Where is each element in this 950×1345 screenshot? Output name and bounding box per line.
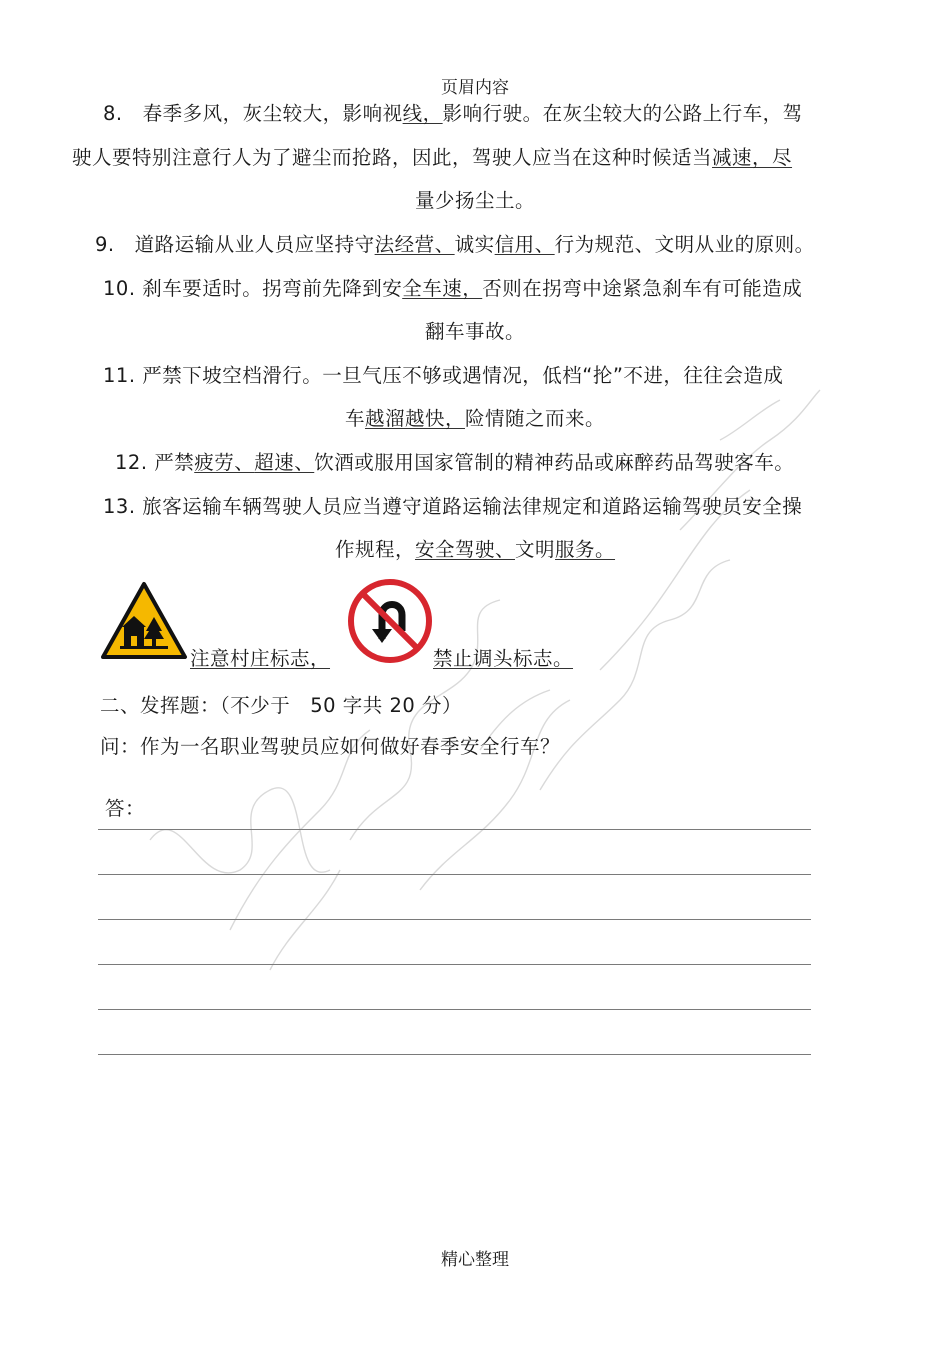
- no-u-turn-sign-icon: [348, 579, 432, 663]
- item-9-answer-1: 法经营、: [374, 233, 455, 256]
- page-header: 页眉内容: [441, 78, 509, 98]
- section-2-question: 问：作为一名职业驾驶员应如何做好春季安全行车？: [100, 735, 561, 758]
- item-9-text-c: 行为规范、文明从业的原则。: [554, 233, 815, 256]
- item-13-line-2: [0, 534, 950, 562]
- item-12-answer-1: 疲劳、: [194, 451, 255, 474]
- item-13-answer-1: 安全驾驶、: [414, 538, 515, 561]
- item-8-text-c: 驶人要特别注意行人为了避尘而抢路，因此，驾驶人应当在这种时候适当: [72, 146, 713, 169]
- village-sign-label: 注意村庄标志，: [190, 647, 331, 670]
- item-8-answer-2: 减速，尽: [712, 146, 793, 169]
- item-12-text-a: 12. 严禁: [115, 451, 195, 474]
- item-8-text-b: 影响行驶。在灰尘较大的公路上行车，驾: [442, 102, 803, 125]
- item-10-text-b: 否则在拐弯中途紧急刹车有可能造成: [482, 277, 803, 300]
- item-9-answer-2: 信用、: [494, 233, 555, 256]
- answer-label: 答：: [105, 797, 146, 820]
- answer-line: [98, 964, 811, 965]
- item-11-line-1: 11. 严禁下坡空档滑行。一旦气压不够或遇情况，低档“抡”不进，往往会造成: [103, 364, 784, 387]
- item-10-line-1: [103, 273, 802, 301]
- item-10-line-2: 翻车事故。: [424, 320, 525, 343]
- answer-line: [98, 919, 811, 920]
- item-11-line-2: [0, 403, 950, 431]
- page-footer: 精心整理: [441, 1250, 509, 1270]
- item-10-answer: 全车速，: [402, 277, 483, 300]
- item-11-text-a: 车: [344, 407, 365, 430]
- item-8-line-2: [72, 142, 792, 170]
- item-11-text-b: 险情随之而来。: [465, 407, 606, 430]
- item-8-answer-1: 线，: [402, 102, 443, 125]
- item-11-answer: 越溜越快，: [364, 407, 465, 430]
- item-8-line-3: 量少扬尘土。: [414, 189, 535, 212]
- item-8-text-a: 8. 春季多风，灰尘较大，影响视: [103, 102, 403, 125]
- village-sign-caption: [190, 643, 330, 671]
- answer-line: [98, 1009, 811, 1010]
- item-9-text-a: 9. 道路运输从业人员应坚持守: [95, 233, 375, 256]
- answer-line: [98, 829, 811, 830]
- answer-line: [98, 874, 811, 875]
- item-10-text-a: 10. 刹车要适时。拐弯前先降到安: [103, 277, 403, 300]
- item-9-text-b: 诚实: [454, 233, 495, 256]
- village-warning-sign-icon: [100, 581, 188, 661]
- item-12-answer-2: 超速、: [254, 451, 315, 474]
- uturn-sign-label: 禁止调头标志。: [433, 647, 574, 670]
- item-13-line-1: 13. 旅客运输车辆驾驶人员应当遵守道路运输法律规定和道路运输驾驶员安全操: [103, 495, 803, 518]
- item-9: [95, 229, 815, 257]
- answer-line: [98, 1054, 811, 1055]
- uturn-sign-caption: [433, 643, 573, 671]
- section-2-title: 二、发挥题：（不少于 50 字共 20 分）: [100, 694, 462, 717]
- item-8-line-1: [103, 98, 803, 126]
- item-13-answer-2: 服务。: [555, 538, 616, 561]
- item-12-text-b: 饮酒或服用国家管制的精神药品或麻醉药品驾驶客车。: [314, 451, 795, 474]
- item-13-text-a: 作规程，: [334, 538, 415, 561]
- item-12: [115, 447, 794, 475]
- item-13-text-b: 文明: [515, 538, 556, 561]
